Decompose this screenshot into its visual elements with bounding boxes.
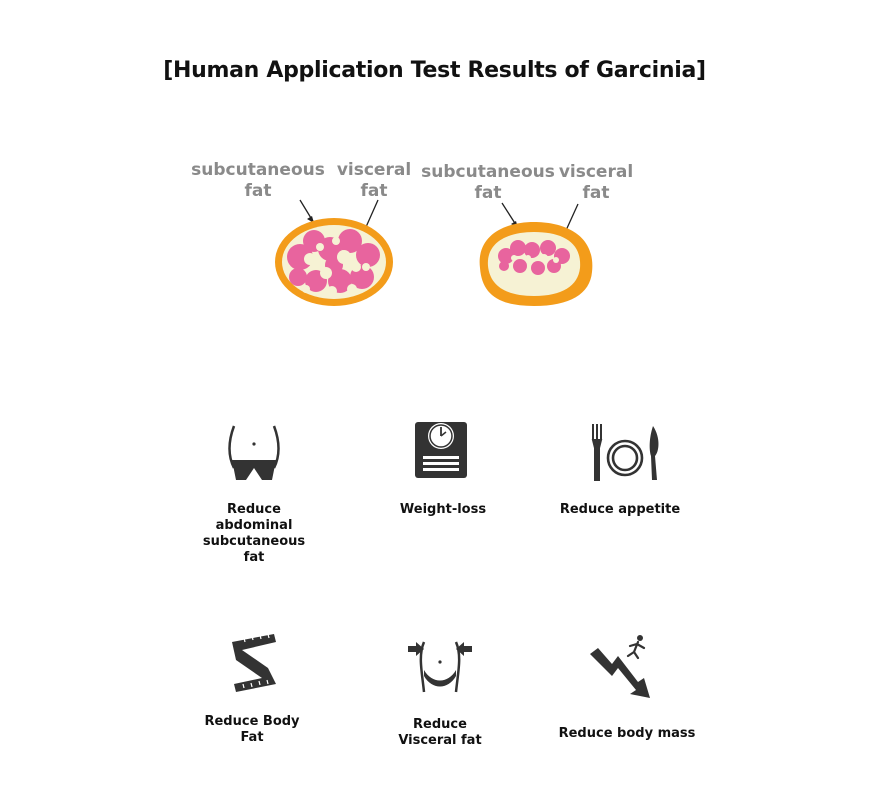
downward-arrow-runner-icon <box>588 634 656 700</box>
waist-icon <box>226 424 282 484</box>
scale-icon <box>413 420 469 480</box>
effect-label: Reduce appetite <box>559 502 681 517</box>
before-subcutaneous-label: subcutaneous fat <box>191 160 325 201</box>
tape-measure-icon <box>228 632 280 694</box>
page-title: [Human Application Test Results of Garcinia] <box>163 58 706 83</box>
before-visceral-label: visceral fat <box>336 160 412 201</box>
effect-label: Reduce body mass <box>558 726 696 741</box>
after-subcutaneous-label: subcutaneous fat <box>421 162 555 203</box>
effect-label: Reduce Visceral fat <box>398 717 482 748</box>
after-visceral-label: visceral fat <box>558 162 634 203</box>
effect-label: Reduce Body Fat <box>204 714 300 745</box>
plate-icon <box>585 422 667 484</box>
effect-label: Reduce abdominal subcutaneous fat <box>202 502 306 565</box>
waist-squeeze-icon <box>406 636 474 696</box>
after-abdominal-scan <box>470 198 600 313</box>
before-abdominal-scan <box>270 195 400 313</box>
effect-label: Weight-loss <box>399 502 487 517</box>
